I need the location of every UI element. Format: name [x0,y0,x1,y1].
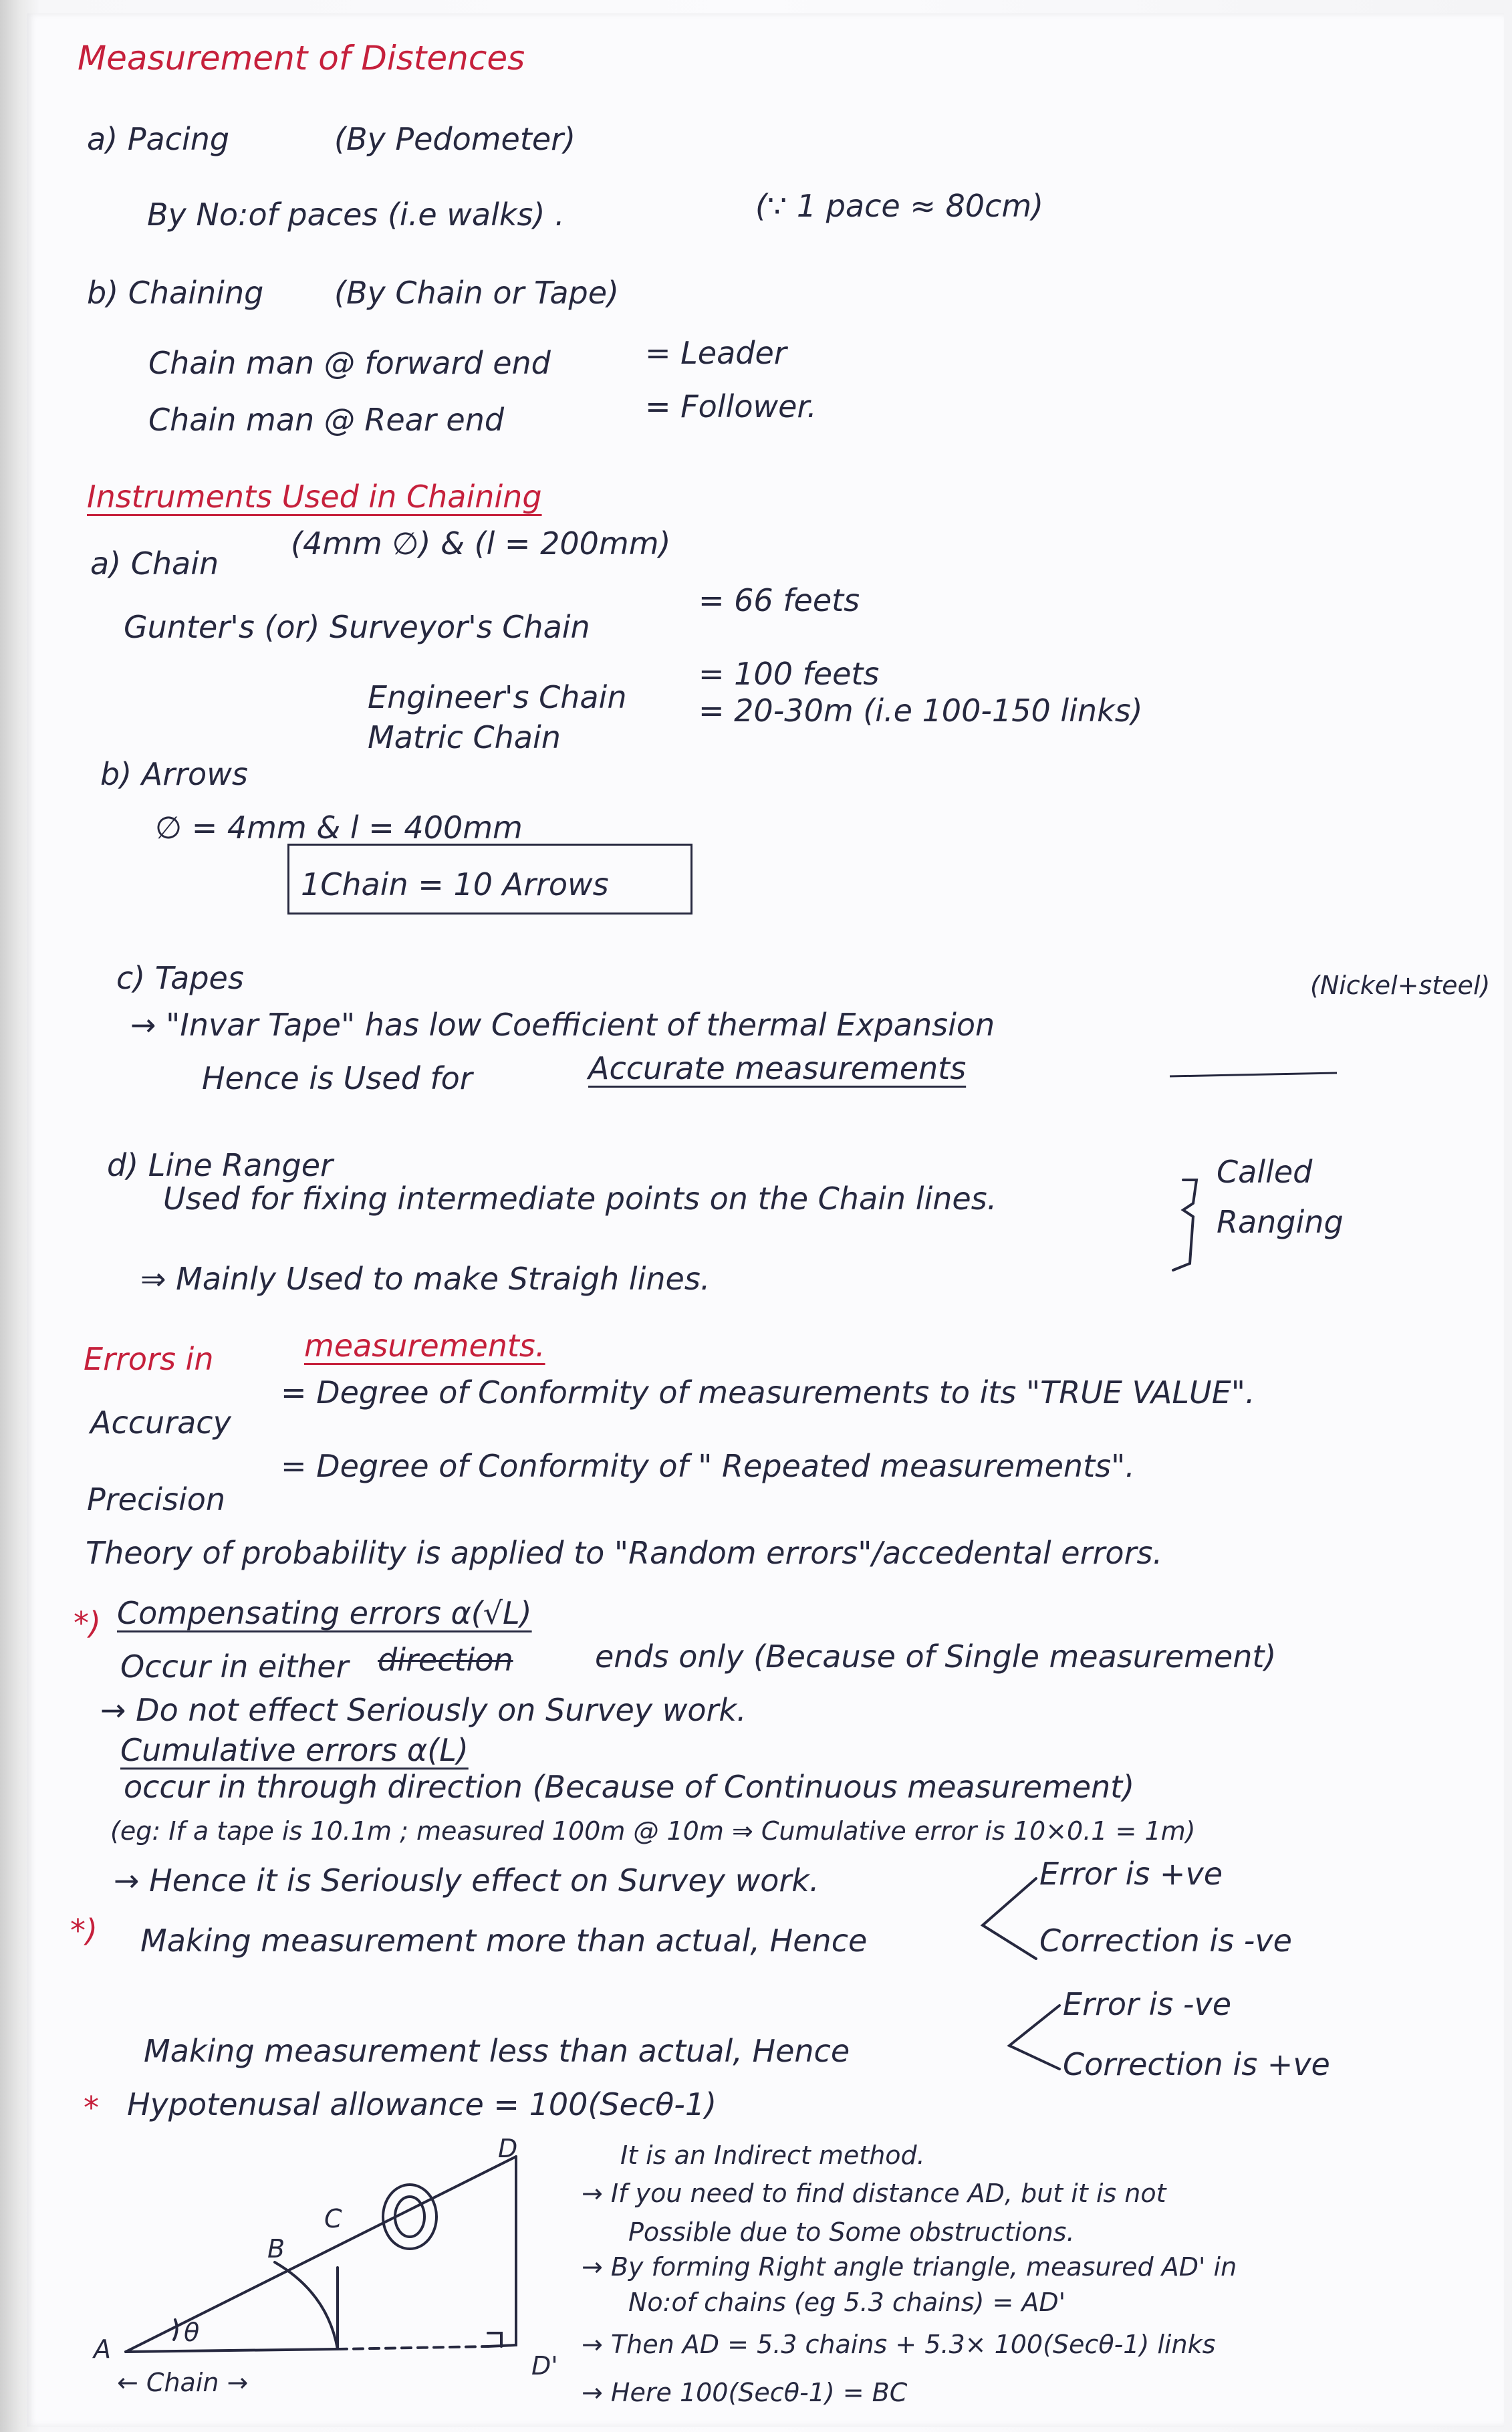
chainman-rear-label: Chain man @ Rear end [148,402,505,438]
underline [1170,1073,1337,1076]
chain-type-value: = 100 feets [699,656,880,692]
tapes-note: (Nickel+steel) [1310,971,1491,1000]
hypotenusal-note: → Then AD = 5.3 chains + 5.3× 100(Secθ-1) links [582,2330,1216,2359]
arrows-heading: b) Arrows [100,756,248,792]
pacing-heading: a) Pacing [87,121,230,157]
precision-text: = Degree of Conformity of " Repeated measurements". [281,1448,1135,1484]
hypotenusal-note: It is an Indirect method. [620,2141,925,2170]
arrows-spec: ∅ = 4mm & l = 400mm [155,810,523,846]
cumulative-line2: (eg: If a tape is 10.1m ; measured 100m @ 10m ⇒ Cumulative error is 10×0.1 = 1m) [110,1816,1196,1846]
pacing-note: (∵ 1 pace ≈ 80cm) [755,188,1044,224]
cumulative-line3: → Hence it is Seriously effect on Survey work. [114,1862,820,1899]
accuracy-text: = Degree of Conformity of measurements to its "TRUE VALUE". [281,1374,1255,1411]
chain-heading: a) Chain [90,545,219,582]
probability-text: Theory of probability is applied to "Random errors"/accedental errors. [86,1535,1163,1571]
hypotenusal-note: Possible due to Some obstructions. [628,2217,1075,2247]
less-error: Error is -ve [1063,1986,1232,2022]
compensating-line1a: Occur in either [120,1649,349,1685]
obstruction-circle [383,2185,436,2249]
hypotenusal-note: → By forming Right angle triangle, measured AD' in [582,2252,1237,2282]
hypotenusal-heading: Hypotenusal allowance = 100(Secθ-1) [127,2086,717,2122]
ranger-ranging: Ranging [1217,1204,1344,1240]
right-angle-mark [488,2333,501,2346]
accuracy-label: Accuracy [90,1405,231,1441]
chaining-heading: b) Chaining [87,275,264,311]
angle-bracket [1009,2005,1059,2069]
hypotenusal-star: * [84,2090,99,2126]
compensating-line2: → Do not effect Seriously on Survey work. [100,1692,747,1728]
cumulative-line1: occur in through direction (Because of Continuous measurement) [124,1769,1135,1805]
tapes-accurate: Accurate measurements [588,1050,967,1086]
hypotenusal-note: No:of chains (eg 5.3 chains) = AD' [628,2288,1066,2317]
pacing-sub: (By Pedometer) [334,121,576,157]
less-correction: Correction is +ve [1063,2046,1330,2082]
arc-line [275,2262,338,2349]
chain-type-label: Matric Chain [368,719,561,755]
instruments-title: Instruments Used in Chaining [87,479,542,515]
tapes-line1: → "Invar Tape" has low Coefficient of thermal Expansion [130,1007,995,1043]
ranger-line2: ⇒ Mainly Used to make Straigh lines. [140,1261,711,1297]
ranger-line1: Used for fixing intermediate points on the Chain lines. [163,1181,997,1217]
errors-title-a: Errors in [84,1341,214,1377]
chainman-forward-value: = Leader [645,335,787,371]
label-theta: θ [184,2318,200,2347]
errors-title-b: measurements. [304,1328,545,1364]
angle-arc [174,2320,177,2340]
chain-type-value: = 66 feets [699,582,860,618]
angle-bracket [983,1878,1036,1959]
brace-shape [1173,1180,1196,1270]
ranger-called: Called [1217,1154,1313,1190]
compensating-struck-word: direction [378,1642,513,1678]
chain-base-line [126,2349,338,2352]
chaining-sub: (By Chain or Tape) [334,275,619,311]
compensating-line1b: ends only (Because of Single measurement) [595,1638,1277,1675]
precision-label: Precision [87,1481,226,1517]
chain-spec: (4mm ∅) & (l = 200mm) [291,525,671,562]
obstruction-circle [395,2197,424,2237]
hypotenusal-note: → If you need to find distance AD, but it is not [582,2179,1166,2208]
label-c: C [324,2204,342,2233]
base-dashed-line [338,2346,488,2349]
label-b: B [267,2234,285,2264]
more-star: *) [70,1913,98,1949]
less-text: Making measurement less than actual, Hence [144,2033,850,2069]
compensating-star: *) [74,1605,101,1641]
pacing-line: By No:of paces (i.e walks) . [147,197,565,233]
tapes-line2: Hence is Used for [202,1060,473,1096]
chain-type-label: Gunter's (or) Surveyor's Chain [124,609,590,645]
more-text: Making measurement more than actual, Hence [140,1923,868,1959]
more-error: Error is +ve [1039,1856,1223,1892]
cumulative-heading: Cumulative errors α(L) [120,1732,469,1768]
page-title: Measurement of Distences [78,39,525,78]
label-d: D [498,2134,518,2163]
label-chain: ← Chain → [117,2368,249,2397]
label-d-prime: D' [531,2351,558,2381]
more-correction: Correction is -ve [1039,1923,1292,1959]
chainman-forward-label: Chain man @ forward end [148,345,551,381]
vertical-dd-line [488,2157,516,2346]
ranger-heading: d) Line Ranger [107,1147,333,1183]
tapes-heading: c) Tapes [116,960,244,996]
hypotenusal-note: → Here 100(Secθ-1) = BC [582,2378,908,2407]
compensating-heading: Compensating errors α(√L) [117,1595,532,1631]
label-a: A [94,2334,111,2364]
arrows-boxed-text: 1Chain = 10 Arrows [301,866,609,902]
chain-type-label: Engineer's Chain [368,679,627,715]
chain-type-value: = 20-30m (i.e 100-150 links) [699,693,1143,729]
chainman-rear-value: = Follower. [645,388,817,424]
